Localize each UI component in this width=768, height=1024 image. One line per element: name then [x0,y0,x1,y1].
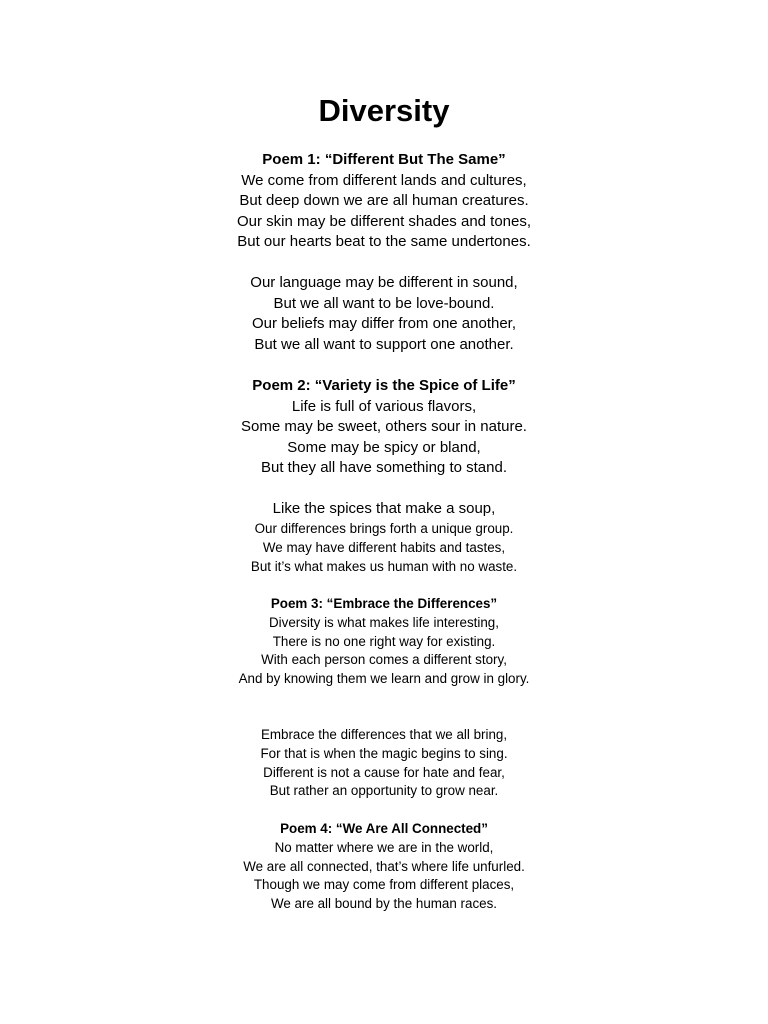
poem-2-stanza-2-first [0,499,768,520]
poem-2-stanza-2-rest [0,520,768,576]
poem-line: No matter where we are in the world, [274,839,494,855]
poem-line: Our language may be different in sound, [250,274,518,291]
document-title: Diversity [318,93,450,128]
poem-line: Embrace the differences that we all bring, [260,727,508,742]
poem-line: Like the spices that make a soup, [272,500,496,517]
poem-line: But deep down we are all human creatures. [239,192,529,209]
poem-4-heading: Poem 4: “We Are All Connected” [280,821,488,836]
poem-3-stanza-1 [0,595,768,689]
poem-line: Diversity is what makes life interesting, [269,614,499,630]
poem-1-heading: Poem 1: “Different But The Same” [262,151,506,168]
poem-3-stanza-2 [0,726,768,801]
poem-line: Though we may come from different places, [253,877,515,893]
poem-line: Some may be sweet, others sour in nature. [241,418,527,435]
poem-1-stanza-2 [0,273,768,355]
poem-line: But we all want to support one another. [254,335,514,353]
poem-line: We may have different habits and tastes, [262,539,506,555]
poem-line: With each person comes a different story, [261,652,507,668]
poem-line: Our differences brings forth a unique group. [254,521,514,536]
poem-line: But it’s what makes us human with no waste. [250,558,518,574]
poem-line: Our beliefs may differ from one another, [251,315,517,332]
poem-line: Some may be spicy or bland, [287,438,481,456]
poem-2-stanza-1 [0,376,768,479]
poem-line: Our skin may be different shades and tones, [236,212,532,230]
poem-line: But rather an opportunity to grow near. [269,783,499,799]
poem-line: For that is when the magic begins to sing. [260,745,508,761]
poem-1-stanza-1 [0,150,768,253]
poem-line: And by knowing them we learn and grow in glory. [238,671,530,687]
poem-line: Different is not a cause for hate and fear, [263,764,505,780]
poem-2-heading: Poem 2: “Variety is the Spice of Life” [252,377,516,394]
poem-line: But they all have something to stand. [261,459,507,476]
poem-3-heading: Poem 3: “Embrace the Differences” [270,596,498,611]
poem-line: But our hearts beat to the same undertones. [237,233,531,250]
poem-line: Life is full of various flavors, [291,397,477,415]
poem-line: We come from different lands and cultures, [241,171,527,189]
poem-4-stanza-1 [0,820,768,914]
poem-line: We are all connected, that’s where life unfurled. [243,858,525,874]
poem-line: But we all want to be love-bound. [273,294,495,312]
poem-line: There is no one right way for existing. [272,633,496,649]
poem-line: We are all bound by the human races. [270,896,498,912]
